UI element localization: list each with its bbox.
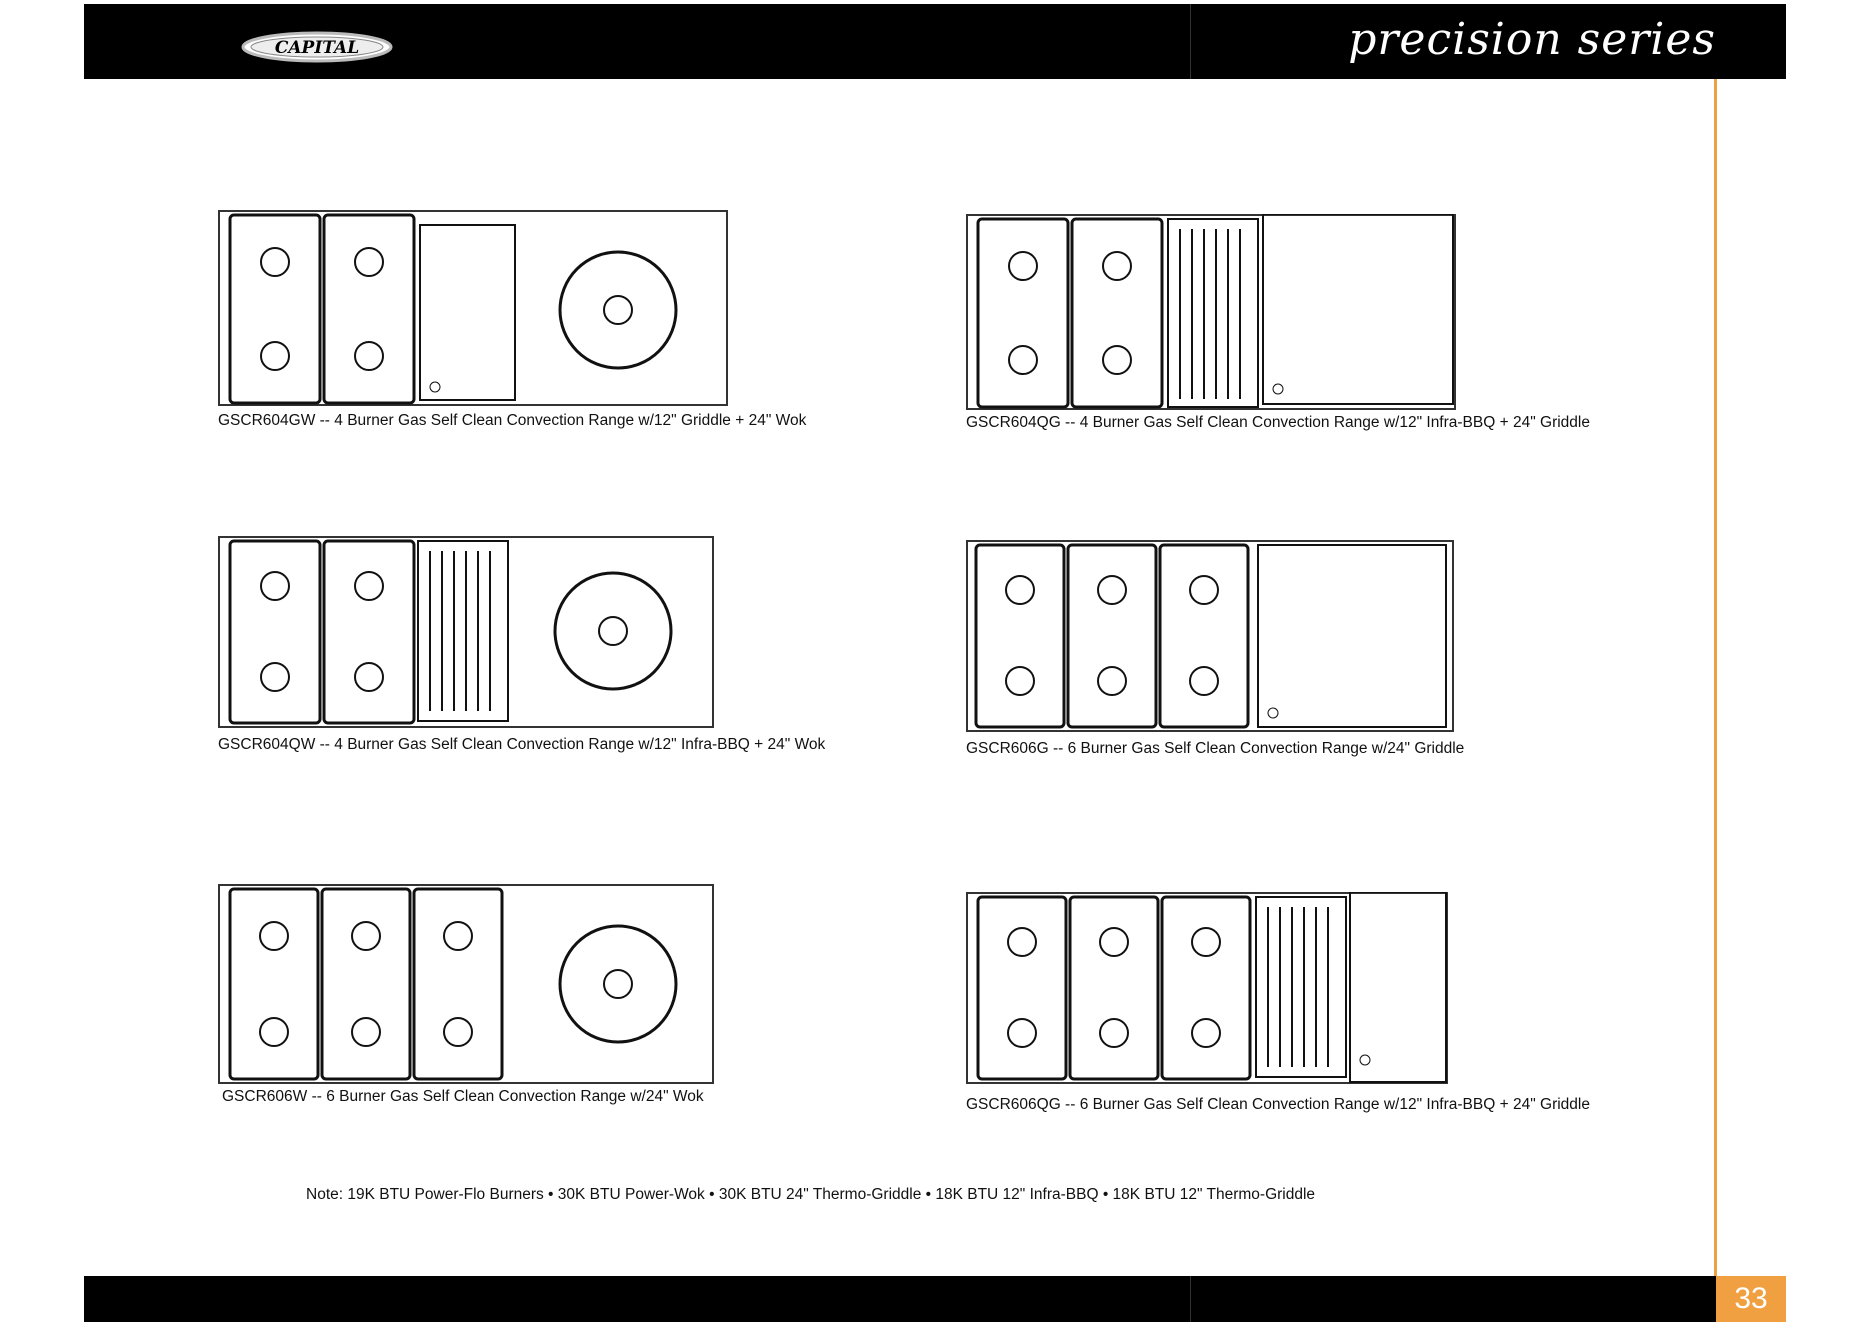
range-caption: GSCR604GW -- 4 Burner Gas Self Clean Convection Range w/12" Griddle + 24" Wok — [218, 412, 807, 429]
range-drawing — [966, 214, 1456, 410]
range-diagram-gscr604qw — [218, 536, 714, 728]
footer-divider — [1190, 1276, 1191, 1322]
range-diagram-gscr604qg — [966, 214, 1456, 410]
header-bar — [84, 4, 1786, 79]
range-drawing — [966, 892, 1448, 1084]
range-diagram-gscr606w — [218, 884, 714, 1084]
brand-text: CAPITAL — [274, 38, 360, 58]
footer-bar — [84, 1276, 1786, 1322]
range-caption: GSCR606G -- 6 Burner Gas Self Clean Convection Range w/24" Griddle — [966, 740, 1465, 757]
range-caption: GSCR604QW -- 4 Burner Gas Self Clean Convection Range w/12" Infra-BBQ + 24" Wok — [218, 736, 826, 753]
btu-note: Note: 19K BTU Power-Flo Burners • 30K BTU Power-Wok • 30K BTU 24" Thermo-Griddle • 18K BTU 12" Infra-BBQ • 18K BTU 12" Thermo-Griddle — [306, 1186, 1316, 1203]
range-caption: GSCR604QG -- 4 Burner Gas Self Clean Convection Range w/12" Infra-BBQ + 24" Griddle — [966, 414, 1590, 431]
series-title: precision series — [1348, 14, 1716, 65]
range-caption: GSCR606W -- 6 Burner Gas Self Clean Convection Range w/24" Wok — [222, 1088, 704, 1105]
range-drawing — [218, 884, 714, 1084]
orange-side-line — [1714, 79, 1717, 1276]
range-drawing — [218, 536, 714, 728]
range-drawing — [966, 540, 1454, 732]
range-diagram-gscr604gw — [218, 210, 728, 406]
page-number: 33 — [1716, 1276, 1786, 1322]
header-divider — [1190, 4, 1191, 79]
range-caption: GSCR606QG -- 6 Burner Gas Self Clean Convection Range w/12" Infra-BBQ + 24" Griddle — [966, 1096, 1590, 1113]
range-diagram-gscr606g — [966, 540, 1454, 732]
range-diagram-gscr606qg — [966, 892, 1448, 1084]
capital-logo — [240, 30, 394, 64]
range-drawing — [218, 210, 728, 406]
